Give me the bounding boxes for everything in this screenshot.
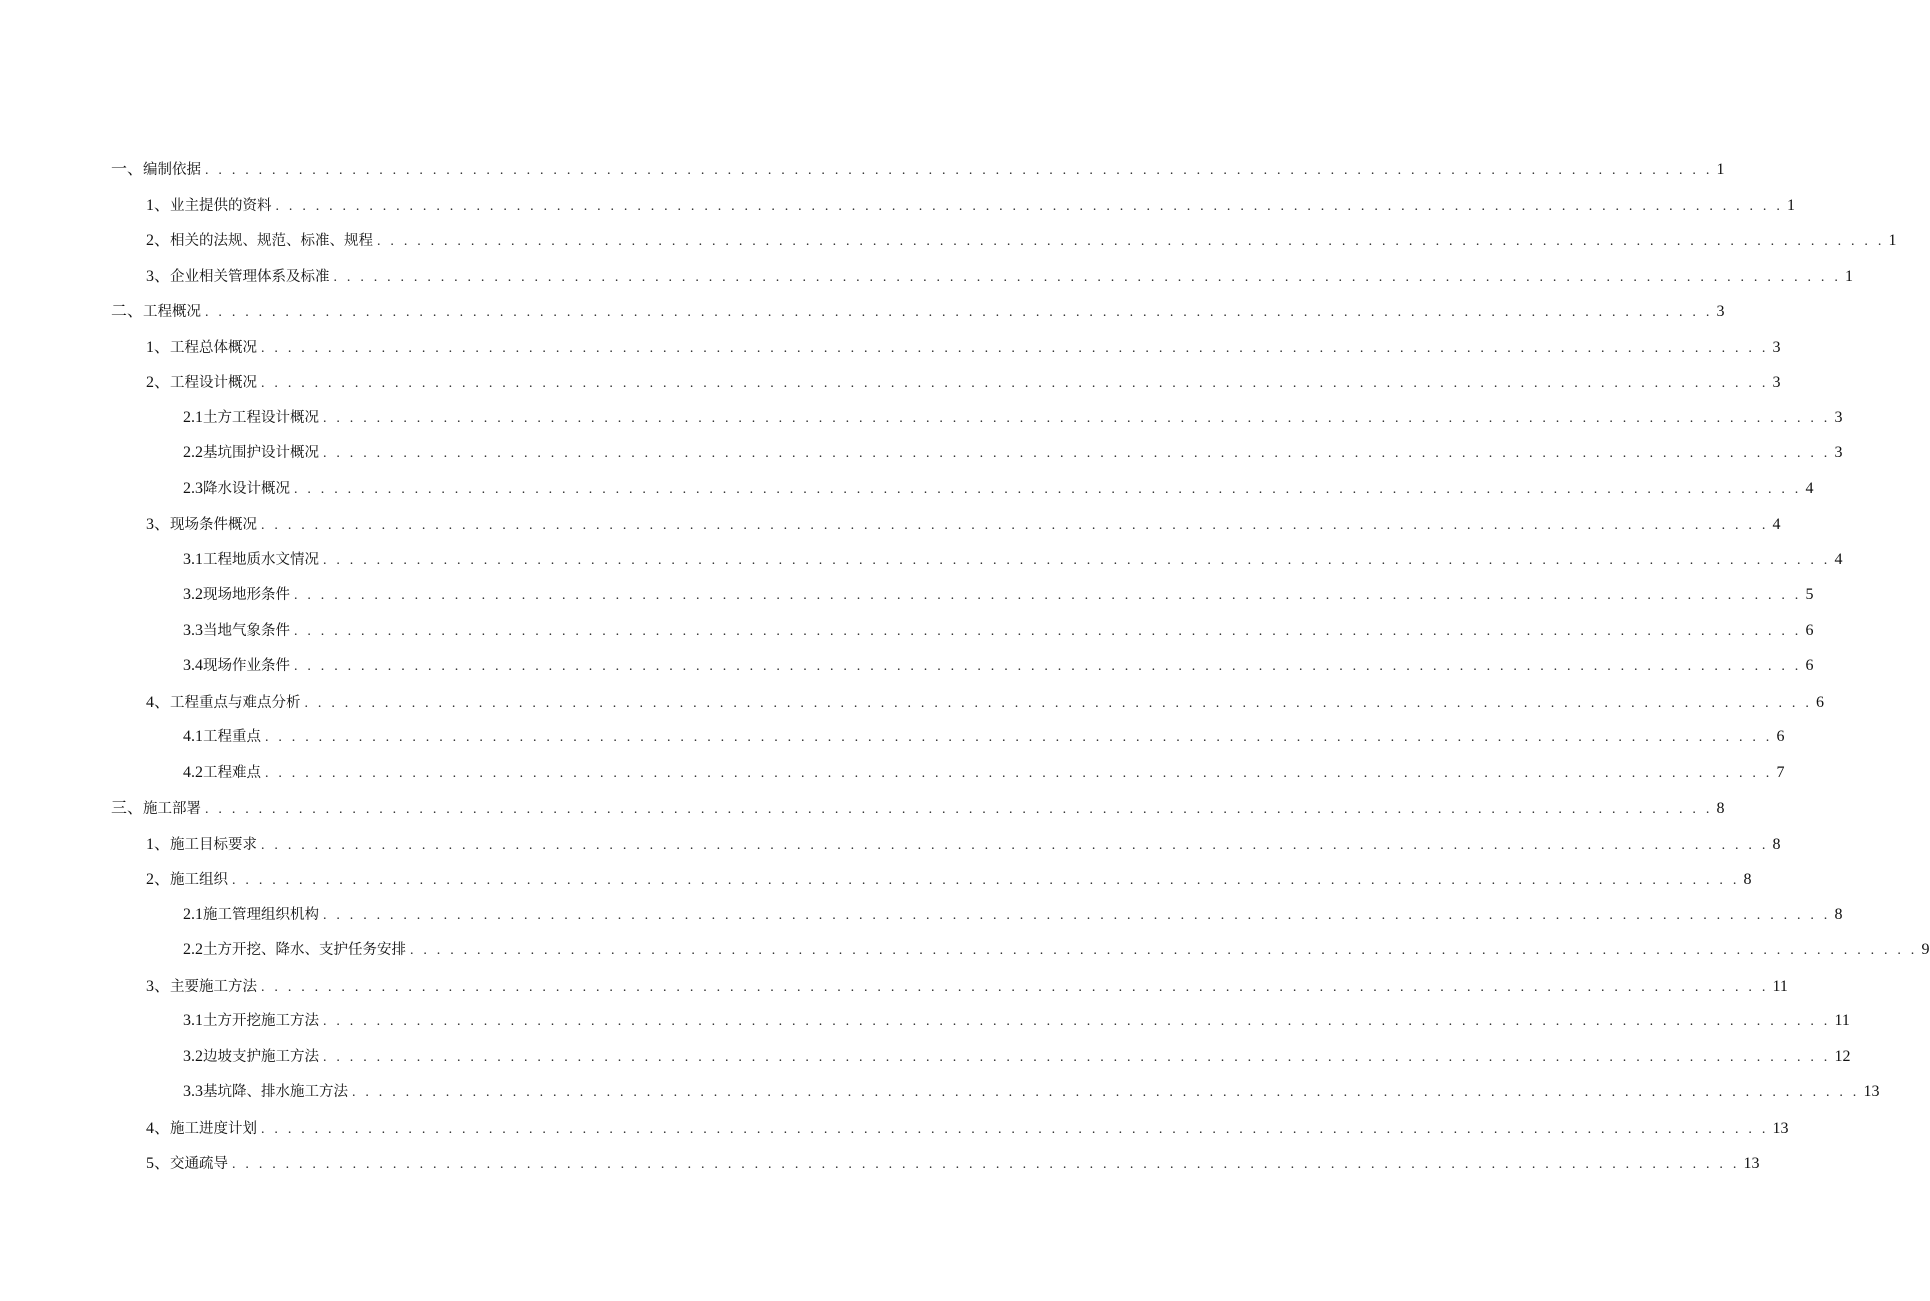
- table-of-contents: [0, 150, 1930, 1180]
- toc-page-number: 6: [1816, 693, 1825, 711]
- toc-entry-line: [0, 369, 1781, 392]
- toc-entry-line: [0, 689, 1825, 712]
- toc-page-number: 3: [1834, 408, 1843, 426]
- toc-entry[interactable]: [0, 612, 1814, 648]
- toc-entry-title: 当地气象条件: [203, 622, 290, 639]
- toc-page-number: 6: [1776, 728, 1785, 746]
- toc-entry-title: 业主提供的资料: [170, 197, 272, 214]
- toc-entry[interactable]: [0, 860, 1752, 896]
- toc-dot-leader: [294, 659, 1802, 675]
- toc-dot-leader: [352, 1085, 1860, 1101]
- toc-page-number: 7: [1776, 763, 1785, 781]
- toc-page-number: 8: [1743, 871, 1752, 889]
- toc-page-number: 8: [1834, 905, 1843, 923]
- toc-page-number: 1: [1845, 267, 1854, 285]
- toc-page-number: 8: [1716, 800, 1725, 818]
- toc-dot-leader: [261, 838, 1769, 854]
- toc-entry-line: [0, 263, 1854, 286]
- toc-entry[interactable]: [0, 576, 1814, 612]
- toc-entry-number: 3.2: [183, 586, 203, 604]
- toc-entry-title: 施工进度计划: [170, 1120, 258, 1137]
- toc-entry-line: [0, 831, 1781, 854]
- toc-entry[interactable]: [0, 328, 1781, 364]
- toc-entry-title: 工程重点与难点分析: [170, 694, 301, 711]
- toc-entry-line: [0, 548, 1843, 569]
- toc-entry[interactable]: [0, 931, 1930, 967]
- toc-entry-line: [0, 1115, 1789, 1138]
- toc-entry-number: 2.3: [183, 479, 203, 497]
- toc-entry[interactable]: [0, 754, 1785, 790]
- toc-dot-leader: [265, 730, 1773, 746]
- toc-entry[interactable]: [0, 470, 1814, 506]
- toc-entry-title: 现场条件概况: [170, 517, 258, 534]
- toc-entry-title: 现场地形条件: [203, 587, 290, 604]
- toc-dot-leader: [410, 943, 1918, 959]
- toc-dot-leader: [323, 1014, 1831, 1030]
- toc-dot-leader: [205, 802, 1713, 818]
- toc-dot-leader: [323, 908, 1831, 924]
- toc-entry-line: [0, 1045, 1851, 1066]
- toc-entry-number: 1、: [146, 835, 171, 853]
- toc-entry-title: 工程概况: [143, 304, 202, 321]
- toc-entry[interactable]: [0, 150, 1725, 186]
- toc-entry[interactable]: [0, 363, 1781, 399]
- toc-page-number: 6: [1805, 621, 1814, 639]
- toc-entry-line: [0, 654, 1814, 675]
- toc-page-number: 11: [1772, 977, 1788, 995]
- toc-entry-title: 土方工程设计概况: [203, 409, 319, 426]
- toc-entry-title: 施工部署: [143, 801, 202, 818]
- toc-entry-number: 三、: [111, 800, 144, 818]
- toc-entry-line: [0, 1080, 1880, 1101]
- toc-page-number: 8: [1772, 835, 1781, 853]
- toc-page-number: 6: [1805, 657, 1814, 675]
- toc-entry-number: 3.2: [183, 1047, 203, 1065]
- toc-entry-title: 主要施工方法: [170, 978, 258, 995]
- toc-entry-number: 2、: [146, 374, 171, 392]
- toc-page-number: 3: [1772, 374, 1781, 392]
- toc-entry-title: 企业相关管理体系及标准: [170, 268, 330, 285]
- toc-page-number: 9: [1921, 941, 1930, 959]
- toc-entry[interactable]: [0, 221, 1897, 257]
- toc-page-number: 3: [1772, 338, 1781, 356]
- toc-entry-title: 现场作业条件: [203, 658, 290, 675]
- toc-entry-number: 3.3: [183, 1083, 203, 1101]
- toc-dot-leader: [334, 270, 1842, 286]
- toc-entry[interactable]: [0, 186, 1796, 222]
- toc-entry-number: 4.2: [183, 763, 203, 781]
- toc-entry-line: [0, 973, 1788, 996]
- toc-entry-title: 土方开挖、降水、支护任务安排: [203, 942, 406, 959]
- toc-entry-line: [0, 725, 1785, 746]
- toc-page-number: 3: [1716, 303, 1725, 321]
- toc-page-number: 1: [1787, 196, 1796, 214]
- toc-page-number: 5: [1805, 586, 1814, 604]
- toc-page-number: 4: [1772, 516, 1781, 534]
- toc-dot-leader: [377, 234, 1885, 250]
- toc-entry-line: [0, 441, 1843, 462]
- toc-page-number: 4: [1834, 550, 1843, 568]
- toc-entry-number: 3.4: [183, 657, 203, 675]
- toc-entry-line: [0, 583, 1814, 604]
- toc-dot-leader: [276, 199, 1784, 215]
- toc-entry[interactable]: [0, 1002, 1850, 1038]
- toc-entry-title: 工程总体概况: [170, 339, 258, 356]
- toc-entry-line: [0, 795, 1725, 818]
- toc-dot-leader: [323, 553, 1831, 569]
- toc-entry[interactable]: [0, 825, 1781, 861]
- toc-entry[interactable]: [0, 967, 1788, 1003]
- toc-dot-leader: [205, 163, 1713, 179]
- toc-entry-line: [0, 156, 1725, 179]
- toc-dot-leader: [323, 411, 1831, 427]
- toc-entry-number: 3、: [146, 977, 171, 995]
- toc-entry-title: 相关的法规、规范、标准、规程: [170, 233, 374, 250]
- toc-entry-title: 编制依据: [143, 162, 202, 179]
- toc-entry-title: 工程难点: [203, 764, 261, 781]
- toc-entry[interactable]: [0, 683, 1825, 719]
- toc-entry-line: [0, 903, 1843, 924]
- toc-entry[interactable]: [0, 1144, 1760, 1180]
- toc-dot-leader: [232, 873, 1740, 889]
- toc-entry-line: [0, 761, 1785, 782]
- toc-entry[interactable]: [0, 789, 1725, 825]
- toc-page-number: 11: [1834, 1012, 1850, 1030]
- toc-entry-title: 工程地质水文情况: [203, 551, 319, 568]
- toc-dot-leader: [294, 624, 1802, 640]
- toc-entry[interactable]: [0, 505, 1781, 541]
- toc-entry-number: 4、: [146, 693, 171, 711]
- toc-dot-leader: [261, 518, 1769, 534]
- toc-entry-number: 3.1: [183, 550, 203, 568]
- toc-entry-line: [0, 1150, 1760, 1173]
- toc-entry[interactable]: [0, 647, 1814, 683]
- toc-entry-line: [0, 227, 1897, 250]
- toc-entry[interactable]: [0, 434, 1843, 470]
- toc-entry-number: 2.2: [183, 444, 203, 462]
- toc-entry[interactable]: [0, 718, 1785, 754]
- toc-page-number: 13: [1743, 1155, 1760, 1173]
- toc-dot-leader: [294, 588, 1802, 604]
- toc-entry-title: 边坡支护施工方法: [203, 1048, 319, 1065]
- toc-entry[interactable]: [0, 1073, 1880, 1109]
- toc-entry-number: 3.3: [183, 621, 203, 639]
- toc-dot-leader: [261, 980, 1769, 996]
- toc-entry-number: 3.1: [183, 1012, 203, 1030]
- toc-dot-leader: [261, 341, 1769, 357]
- toc-entry[interactable]: [0, 1038, 1851, 1074]
- toc-entry-line: [0, 1009, 1850, 1030]
- toc-dot-leader: [323, 1050, 1831, 1066]
- toc-entry[interactable]: [0, 399, 1843, 435]
- toc-entry-number: 二、: [111, 303, 144, 321]
- toc-page-number: 12: [1834, 1047, 1851, 1065]
- toc-entry-number: 一、: [111, 161, 144, 179]
- toc-entry[interactable]: [0, 257, 1854, 293]
- toc-page-number: 4: [1805, 479, 1814, 497]
- toc-entry-number: 2.1: [183, 408, 203, 426]
- toc-dot-leader: [261, 376, 1769, 392]
- toc-entry-title: 工程设计概况: [170, 375, 258, 392]
- toc-page-number: 1: [1716, 161, 1725, 179]
- toc-page-number: 3: [1834, 444, 1843, 462]
- toc-entry-line: [0, 938, 1930, 959]
- toc-dot-leader: [294, 482, 1802, 498]
- toc-entry-title: 施工管理组织机构: [203, 906, 319, 923]
- toc-entry[interactable]: [0, 292, 1725, 328]
- toc-entry[interactable]: [0, 541, 1843, 577]
- toc-entry-line: [0, 511, 1781, 534]
- toc-entry-title: 土方开挖施工方法: [203, 1013, 319, 1030]
- toc-entry-line: [0, 334, 1781, 357]
- toc-entry-line: [0, 866, 1752, 889]
- toc-entry-line: [0, 192, 1796, 215]
- toc-page-number: 1: [1888, 232, 1897, 250]
- toc-entry[interactable]: [0, 896, 1843, 932]
- toc-entry-title: 降水设计概况: [203, 480, 290, 497]
- toc-dot-leader: [265, 766, 1773, 782]
- toc-entry-number: 4.1: [183, 728, 203, 746]
- toc-page-number: 13: [1772, 1119, 1789, 1137]
- toc-dot-leader: [261, 1122, 1769, 1138]
- toc-entry-number: 5、: [146, 1155, 171, 1173]
- toc-entry-title: 施工组织: [170, 872, 229, 889]
- toc-entry-title: 交通疏导: [170, 1156, 229, 1173]
- toc-entry-number: 1、: [146, 338, 171, 356]
- toc-entry-line: [0, 298, 1725, 321]
- toc-entry-number: 4、: [146, 1119, 171, 1137]
- toc-entry-line: [0, 477, 1814, 498]
- toc-entry-line: [0, 406, 1843, 427]
- toc-dot-leader: [205, 305, 1713, 321]
- toc-entry-number: 2.2: [183, 941, 203, 959]
- toc-entry-line: [0, 619, 1814, 640]
- toc-entry-number: 3、: [146, 267, 171, 285]
- toc-entry-number: 1、: [146, 196, 171, 214]
- toc-entry-title: 基坑降、排水施工方法: [203, 1084, 348, 1101]
- toc-entry-number: 2.1: [183, 905, 203, 923]
- toc-entry-number: 3、: [146, 516, 171, 534]
- toc-entry-number: 2、: [146, 232, 171, 250]
- toc-entry[interactable]: [0, 1109, 1789, 1145]
- toc-entry-number: 2、: [146, 871, 171, 889]
- toc-entry-title: 基坑围护设计概况: [203, 445, 319, 462]
- toc-page-number: 13: [1863, 1083, 1880, 1101]
- toc-dot-leader: [232, 1157, 1740, 1173]
- toc-dot-leader: [323, 446, 1831, 462]
- toc-entry-title: 工程重点: [203, 729, 261, 746]
- toc-dot-leader: [305, 696, 1813, 712]
- toc-entry-title: 施工目标要求: [170, 836, 258, 853]
